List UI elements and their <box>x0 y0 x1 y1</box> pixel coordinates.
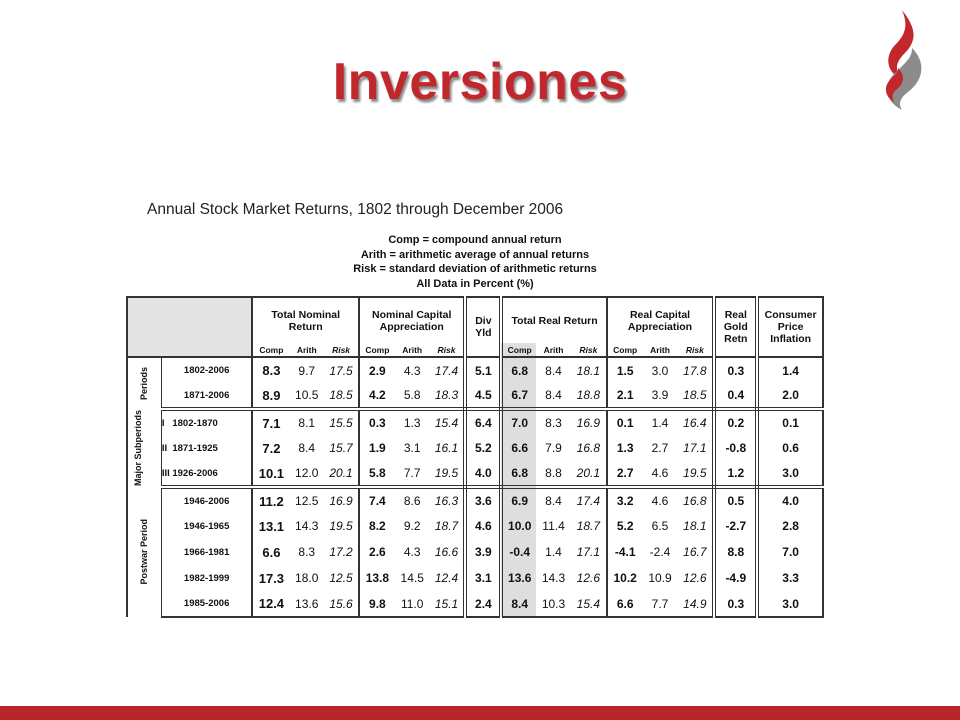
value-cell: 18.7 <box>430 513 466 539</box>
value-cell: 11.4 <box>542 519 565 533</box>
value-cell: -2.4 <box>649 545 671 559</box>
table-row <box>127 487 823 513</box>
value-cell: 4.6 <box>651 494 669 508</box>
value-cell: 3.0 <box>757 591 823 617</box>
sub-comp: Comp <box>501 343 536 357</box>
group-label <box>127 487 161 617</box>
group-label <box>127 357 161 409</box>
value-cell: 8.8 <box>536 461 571 487</box>
period-cell: 1871-2006 <box>161 383 252 409</box>
value-cell: 17.3 <box>258 570 285 586</box>
value-cell: 1.9 <box>369 441 386 455</box>
period-cell: 1982-1999 <box>161 565 252 591</box>
group-label-text: Periods <box>139 366 150 400</box>
value-cell: 14.3 <box>295 519 319 533</box>
value-cell: 13.8 <box>365 571 390 585</box>
value-cell: 7.0 <box>757 539 823 565</box>
value-cell: 0.3 <box>714 357 757 383</box>
value-cell: 18.0 <box>295 571 319 585</box>
sub-risk: Risk <box>324 343 359 357</box>
value-cell: 17.5 <box>324 357 359 383</box>
value-cell: 15.1 <box>430 591 466 617</box>
table-legend <box>126 233 824 291</box>
value-cell: 19.5 <box>430 461 466 487</box>
value-cell: 8.2 <box>369 519 386 533</box>
value-cell: 4.0 <box>465 461 501 487</box>
value-cell: 11.2 <box>259 493 284 509</box>
table-title: Annual Stock Market Returns, 1802 through December 2006 <box>147 201 564 218</box>
value-cell: 1.4 <box>651 416 669 430</box>
value-cell: 8.6 <box>403 494 421 508</box>
value-cell: 0.2 <box>714 409 757 435</box>
value-cell: 8.4 <box>298 441 316 455</box>
value-cell: 4.2 <box>359 383 395 409</box>
flame-logo-icon <box>872 10 932 110</box>
group-label-text: Postwar Period <box>139 519 150 585</box>
value-cell: 8.1 <box>298 416 316 430</box>
value-cell: 9.7 <box>298 363 316 378</box>
value-cell: 10.1 <box>252 461 289 487</box>
period-cell: 1985-2006 <box>161 591 252 617</box>
value-cell: 10.9 <box>648 571 672 585</box>
value-cell: 7.4 <box>369 494 386 508</box>
value-cell: 14.3 <box>541 571 566 585</box>
value-cell: 14.9 <box>677 591 714 617</box>
value-cell: 1.2 <box>714 461 757 487</box>
value-cell: 3.0 <box>651 363 669 378</box>
sub-comp: Comp <box>359 343 395 357</box>
period-cell: II 1871-1925 <box>161 435 252 461</box>
value-cell: 15.5 <box>324 409 359 435</box>
value-cell: 6.5 <box>651 519 669 533</box>
group-label <box>127 409 161 487</box>
value-cell: 17.1 <box>677 435 714 461</box>
value-cell: 2.6 <box>369 545 386 559</box>
value-cell: 14.5 <box>400 571 424 585</box>
value-cell: 6.7 <box>501 383 536 409</box>
period-cell: 1946-2006 <box>161 487 252 513</box>
sub-risk: Risk <box>430 343 466 357</box>
value-cell: 5.2 <box>616 519 634 533</box>
value-cell: 1.4 <box>757 357 823 383</box>
value-cell: 12.4 <box>252 591 289 617</box>
value-cell: 1.4 <box>545 545 562 559</box>
value-cell: 12.5 <box>295 494 319 508</box>
value-cell: 8.3 <box>298 545 316 559</box>
value-cell: 11.0 <box>395 591 430 617</box>
value-cell: 4.5 <box>465 383 501 409</box>
period-cell: 1946-1965 <box>161 513 252 539</box>
value-cell: 3.9 <box>643 383 678 409</box>
value-cell: -4.1 <box>614 545 636 559</box>
value-cell: 16.1 <box>430 435 466 461</box>
value-cell: 8.8 <box>714 539 757 565</box>
value-cell: 7.0 <box>501 409 536 435</box>
value-cell: 7.7 <box>643 591 678 617</box>
value-cell: 7.7 <box>395 461 430 487</box>
value-cell: 0.5 <box>714 487 757 513</box>
value-cell: 7.2 <box>262 440 281 456</box>
value-cell: 4.6 <box>465 513 501 539</box>
table-row <box>127 435 823 461</box>
value-cell: 15.7 <box>324 435 359 461</box>
value-cell: 17.2 <box>324 539 359 565</box>
value-cell: 10.0 <box>501 513 536 539</box>
value-cell: 6.6 <box>607 591 643 617</box>
value-cell: 10.3 <box>536 591 571 617</box>
value-cell: 17.8 <box>677 357 714 383</box>
value-cell: -0.8 <box>714 435 757 461</box>
sub-comp: Comp <box>252 343 289 357</box>
returns-table <box>126 296 824 618</box>
value-cell: 17.4 <box>571 487 607 513</box>
value-cell: 12.4 <box>430 565 466 591</box>
legend-units: All Data in Percent (%) <box>416 277 534 290</box>
value-cell: 10.2 <box>613 571 637 585</box>
value-cell: 18.3 <box>430 383 466 409</box>
value-cell: 2.1 <box>607 383 643 409</box>
value-cell: 3.6 <box>465 487 501 513</box>
legend-risk: Risk = standard deviation of arithmetic returns <box>353 263 597 275</box>
header-total-real: Total Real Return <box>501 297 606 343</box>
value-cell: 8.4 <box>545 494 562 508</box>
value-cell: 5.8 <box>395 383 430 409</box>
value-cell: 8.4 <box>536 383 571 409</box>
value-cell: -4.9 <box>714 565 757 591</box>
header-nominal-capital: Nominal Capital Appreciation <box>359 297 466 343</box>
value-cell: 2.8 <box>757 513 823 539</box>
value-cell: 2.9 <box>369 363 386 378</box>
value-cell: 8.3 <box>262 363 281 378</box>
value-cell: 13.6 <box>501 565 536 591</box>
table-row <box>127 357 823 383</box>
value-cell: 20.1 <box>571 461 607 487</box>
sub-arith: Arith <box>289 343 324 357</box>
value-cell: 9.2 <box>403 519 421 533</box>
table-corner <box>127 297 252 357</box>
value-cell: 0.3 <box>369 416 386 430</box>
value-cell: 18.5 <box>677 383 714 409</box>
value-cell: 16.4 <box>677 409 714 435</box>
sub-arith: Arith <box>395 343 430 357</box>
value-cell: 12.6 <box>677 565 714 591</box>
value-cell: 16.9 <box>571 409 607 435</box>
value-cell: 18.8 <box>571 383 607 409</box>
value-cell: 15.4 <box>430 409 466 435</box>
value-cell: 0.4 <box>714 383 757 409</box>
value-cell: 2.7 <box>651 441 669 455</box>
header-cpi: Consumer Price Inflation <box>757 297 823 357</box>
value-cell: 7.1 <box>262 415 281 431</box>
header-total-nominal: Total Nominal Return <box>252 297 358 343</box>
value-cell: 8.9 <box>252 383 289 409</box>
value-cell: 4.6 <box>643 461 678 487</box>
value-cell: 16.9 <box>324 487 359 513</box>
value-cell: 10.5 <box>289 383 324 409</box>
period-cell: 1802-2006 <box>161 357 252 383</box>
value-cell: 2.0 <box>757 383 823 409</box>
value-cell: 16.7 <box>677 539 714 565</box>
value-cell: 8.3 <box>545 416 562 430</box>
value-cell: 9.8 <box>359 591 395 617</box>
value-cell: 12.0 <box>289 461 324 487</box>
value-cell: 15.6 <box>324 591 359 617</box>
value-cell: 17.1 <box>571 539 607 565</box>
value-cell: 6.6 <box>262 544 281 560</box>
value-cell: 1.5 <box>616 363 634 378</box>
header-div-yld: Div Yld <box>465 297 501 357</box>
value-cell: 0.6 <box>757 435 823 461</box>
value-cell: 3.9 <box>465 539 501 565</box>
value-cell: 16.8 <box>677 487 714 513</box>
value-cell: 12.6 <box>571 565 607 591</box>
value-cell: 4.3 <box>403 363 421 378</box>
value-cell: 6.8 <box>501 461 536 487</box>
value-cell: 8.4 <box>545 363 562 378</box>
value-cell: 2.7 <box>607 461 643 487</box>
group-label-text: Major Subperiods <box>133 409 144 486</box>
value-cell: 13.6 <box>289 591 324 617</box>
value-cell: 6.8 <box>501 357 536 383</box>
value-cell: 20.1 <box>324 461 359 487</box>
value-cell: 12.5 <box>324 565 359 591</box>
value-cell: 7.9 <box>545 441 562 455</box>
value-cell: 5.8 <box>359 461 395 487</box>
value-cell: 8.4 <box>501 591 536 617</box>
value-cell: 5.1 <box>465 357 501 383</box>
value-cell: 17.4 <box>430 357 466 383</box>
sub-arith: Arith <box>643 343 678 357</box>
value-cell: 15.4 <box>571 591 607 617</box>
value-cell: 18.7 <box>571 513 607 539</box>
value-cell: 0.3 <box>714 591 757 617</box>
value-cell: 19.5 <box>324 513 359 539</box>
bottom-accent-bar <box>0 706 960 720</box>
value-cell: 2.4 <box>465 591 501 617</box>
sub-risk: Risk <box>571 343 607 357</box>
value-cell: 5.2 <box>465 435 501 461</box>
value-cell: 6.4 <box>465 409 501 435</box>
value-cell: 19.5 <box>677 461 714 487</box>
period-cell: 1966-1981 <box>161 539 252 565</box>
value-cell: 3.1 <box>403 441 421 455</box>
value-cell: 3.0 <box>757 461 823 487</box>
value-cell: 6.9 <box>501 487 536 513</box>
value-cell: -0.4 <box>501 539 536 565</box>
value-cell: 16.6 <box>430 539 466 565</box>
sub-comp: Comp <box>607 343 643 357</box>
value-cell: 16.8 <box>571 435 607 461</box>
table-row <box>127 513 823 539</box>
legend-comp: Comp = compound annual return <box>388 234 562 246</box>
value-cell: 16.3 <box>430 487 466 513</box>
value-cell: 4.3 <box>403 545 421 559</box>
value-cell: 3.2 <box>616 494 634 508</box>
value-cell: 1.3 <box>616 441 634 455</box>
slide-title: Inversiones <box>332 53 628 111</box>
sub-arith: Arith <box>536 343 571 357</box>
value-cell: 13.1 <box>258 518 285 534</box>
table-row <box>127 539 823 565</box>
table-row <box>127 565 823 591</box>
value-cell: 18.1 <box>677 513 714 539</box>
value-cell: 18.5 <box>324 383 359 409</box>
value-cell: 0.1 <box>616 416 634 430</box>
legend-arith: Arith = arithmetic average of annual returns <box>360 248 590 261</box>
value-cell: 0.1 <box>757 409 823 435</box>
header-real-capital: Real Capital Appreciation <box>607 297 715 343</box>
value-cell: 3.3 <box>757 565 823 591</box>
period-cell: I 1802-1870 <box>161 409 252 435</box>
value-cell: 4.0 <box>757 487 823 513</box>
table-row <box>127 409 823 435</box>
table-row <box>127 383 823 409</box>
table-row <box>127 591 823 617</box>
value-cell: 18.1 <box>571 357 607 383</box>
period-cell: III 1926-2006 <box>161 461 252 487</box>
header-real-gold: Real Gold Retn <box>714 297 757 357</box>
value-cell: 6.6 <box>501 435 536 461</box>
value-cell: 3.1 <box>465 565 501 591</box>
value-cell: 1.3 <box>403 416 421 430</box>
sub-risk: Risk <box>677 343 714 357</box>
value-cell: -2.7 <box>714 513 757 539</box>
table-row <box>127 461 823 487</box>
